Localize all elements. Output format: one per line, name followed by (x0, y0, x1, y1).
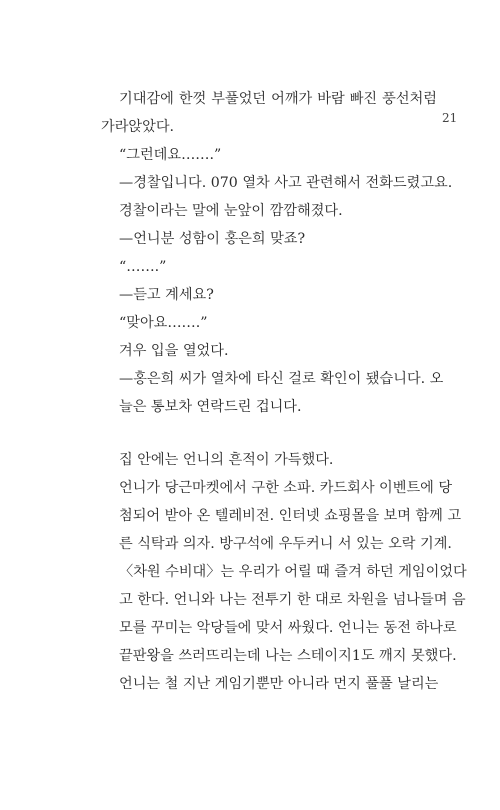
paragraph-line: 고 한다. 언니와 나는 전투기 한 대로 차원을 넘나들며 음 (119, 592, 466, 608)
paragraph-line: “그런데요…….” (119, 147, 222, 163)
paragraph-line: 끝판왕을 쓰러뜨리는데 나는 스테이지1도 깨지 못했다. (119, 648, 457, 664)
paragraph-line: —홍은희 씨가 열차에 타신 걸로 확인이 됐습니다. 오 (119, 371, 444, 387)
page-number: 21 (442, 111, 458, 125)
paragraph-line: 가라앉았다. (101, 119, 175, 135)
paragraph-line: 른 식탁과 의자. 방구석에 우두커니 서 있는 오락 기계. (119, 536, 452, 552)
paragraph-line: 집 안에는 언니의 흔적이 가득했다. (119, 452, 334, 468)
paragraph-line: —언니분 성함이 홍은희 맞죠? (119, 231, 306, 247)
paragraph-line: 언니가 당근마켓에서 구한 소파. 카드회사 이벤트에 당 (119, 480, 453, 496)
paragraph-line: —경찰입니다. 070 열차 사고 관련해서 전화드렸고요. (119, 175, 453, 191)
paragraph-line: 첨되어 받아 온 텔레비전. 인터넷 쇼핑몰을 보며 함께 고 (119, 508, 462, 524)
paragraph-line: “맞아요…….” (119, 315, 208, 331)
paragraph-line: “…….” (119, 259, 167, 275)
paragraph-line: 모를 꾸미는 악당들에 맞서 싸웠다. 언니는 동전 하나로 (119, 620, 457, 636)
paragraph-line: 기대감에 한껏 부풀었던 어깨가 바람 빠진 풍선처럼 (119, 91, 437, 107)
paragraph-line: 겨우 입을 열었다. (119, 343, 229, 359)
narrative-section (119, 446, 467, 698)
paragraph-line: —듣고 계세요? (119, 287, 214, 303)
paragraph-line: 〈차원 수비대〉는 우리가 어릴 때 즐겨 하던 게임이었다 (119, 564, 467, 580)
paragraph-line: 언니는 철 지난 게임기뿐만 아니라 먼지 풀풀 날리는 (119, 676, 439, 692)
paragraph-line: 경찰이라는 말에 눈앞이 깜깜해졌다. (119, 203, 343, 219)
paragraph-line: 늘은 통보차 연락드린 겁니다. (119, 399, 302, 415)
